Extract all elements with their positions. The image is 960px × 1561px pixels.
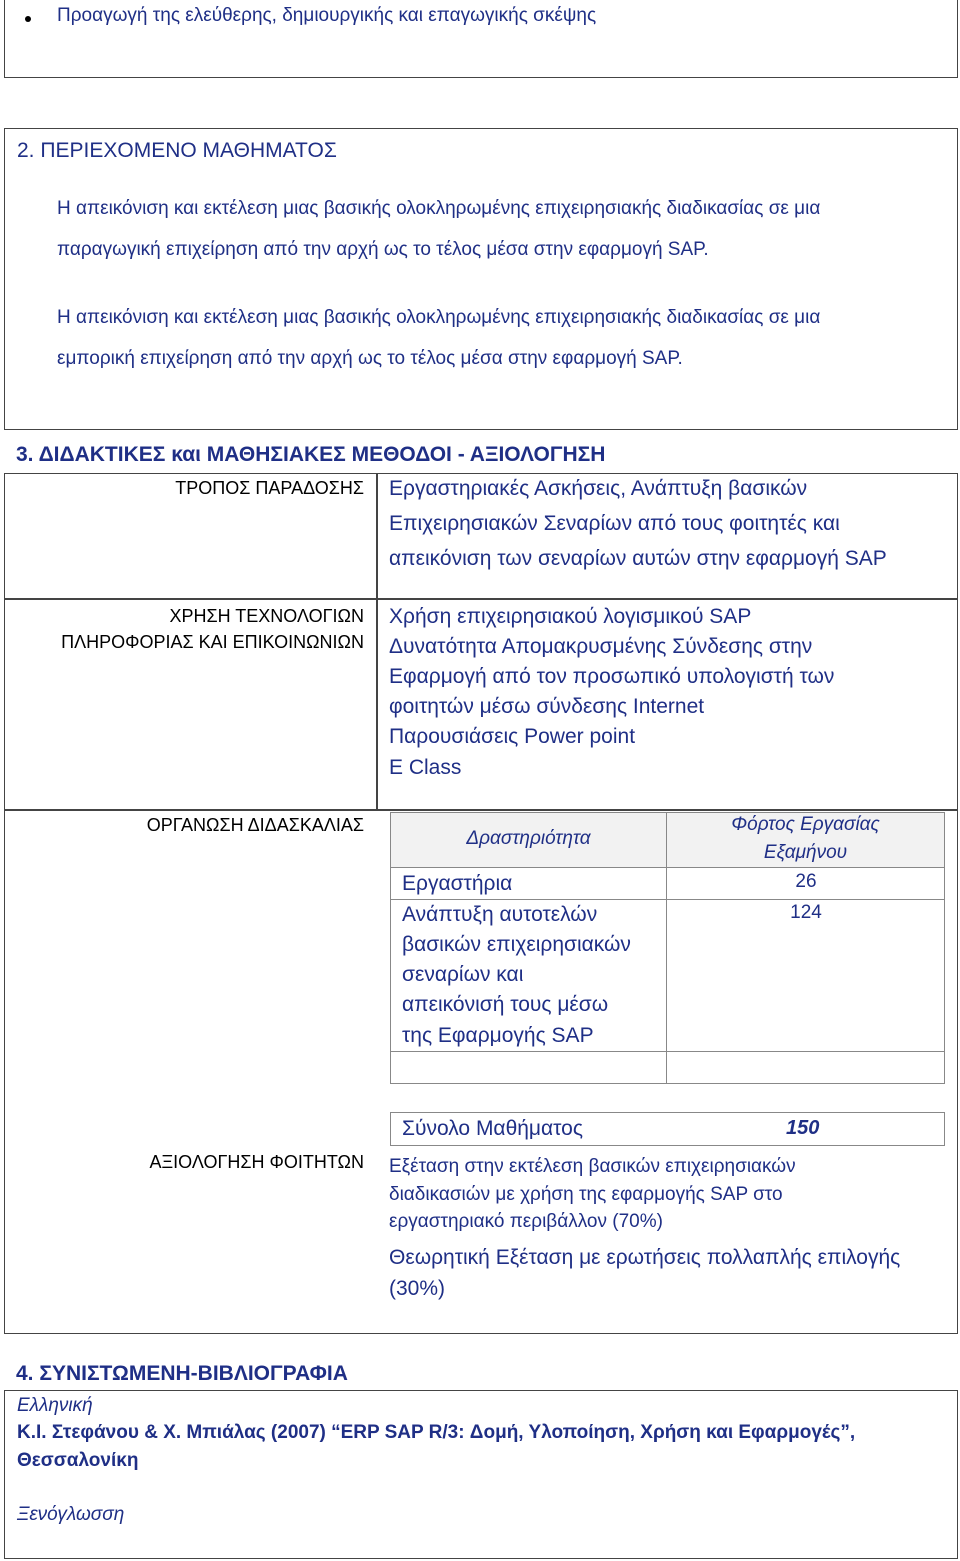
- section-3-heading: 3. ΔΙΔΑΚΤΙΚΕΣ και ΜΑΘΗΣΙΑΚΕΣ ΜΕΘΟΔΟΙ - ΑΞΙΟΛΟΓΗΣΗ: [16, 443, 606, 466]
- ict-line-1: Χρήση επιχειρησιακού λογισμικού SAP: [389, 605, 752, 628]
- delivery-line-2: Επιχειρησιακών Σεναρίων από τους φοιτητές και: [389, 512, 840, 535]
- methods-table-divider: [376, 473, 378, 810]
- assessment-p1-line-2: διαδικασιών με χρήση της εφαρμογής SAP στο: [389, 1184, 783, 1205]
- section-4-heading: 4. ΣΥΝΙΣΤΩΜΕΝΗ-ΒΙΒΛΙΟΓΡΑΦΙΑ: [16, 1362, 348, 1385]
- ict-label-line-2: ΠΛΗΡΟΦΟΡΙΑΣ ΚΑΙ ΕΠΙΚΟΙΝΩΝΙΩΝ: [61, 632, 364, 652]
- row-divider-2: [4, 809, 958, 811]
- workload-empty-activity-cell: [390, 1051, 667, 1084]
- bibliography-foreign-label: Ξενόγλωσση: [17, 1504, 125, 1525]
- assessment-p1-line-3: εργαστηριακό περιβάλλον (70%): [389, 1211, 663, 1232]
- bibliography-reference-line-1: Κ.Ι. Στεφάνου & Χ. Μπιάλας (2007) “ERP SAP R/3: Δομή, Υλοποίηση, Χρήση και Εφαρμογές”,: [17, 1422, 856, 1443]
- delivery-line-3: απεικόνιση των σεναρίων αυτών στην εφαρμογή SAP: [389, 547, 887, 570]
- content-para-1-line-1: Η απεικόνιση και εκτέλεση μιας βασικής ολοκληρωμένης επιχειρησιακής διαδικασίας σε μια: [57, 198, 821, 219]
- workload-total-label: Σύνολο Μαθήματος: [402, 1117, 583, 1140]
- content-para-2-line-2: εμπορική επιχείρηση από την αρχή ως το τέλος μέσα στην εφαρμογή SAP.: [57, 348, 683, 369]
- content-para-2-line-1: Η απεικόνιση και εκτέλεση μιας βασικής ολοκληρωμένης επιχειρησιακής διαδικασίας σε μια: [57, 307, 821, 328]
- ict-line-3: Εφαρμογή από τον προσωπικό υπολογιστή των: [389, 665, 835, 688]
- content-para-1-line-2: παραγωγική επιχείρηση από την αρχή ως το τέλος μέσα στην εφαρμογή SAP.: [57, 239, 709, 260]
- workload-row2-load: 124: [790, 902, 822, 923]
- bullet-icon: [25, 16, 31, 22]
- bibliography-box: [4, 1390, 958, 1559]
- workload-row2-activity-line-1: Ανάπτυξη αυτοτελών: [402, 903, 598, 926]
- workload-row1-activity: Εργαστήρια: [402, 872, 513, 895]
- ict-line-4: φοιτητών μέσω σύνδεσης Internet: [389, 695, 705, 718]
- ict-line-5: Παρουσιάσεις Power point: [389, 725, 636, 748]
- objective-item: Προαγωγή της ελεύθερης, δημιουργικής και επαγωγικής σκέψης: [57, 5, 597, 26]
- workload-header-load-line-1: Φόρτος Εργασίας: [731, 814, 880, 835]
- section-2-heading: 2. ΠΕΡΙΕΧΟΜΕΝΟ ΜΑΘΗΜΑΤΟΣ: [17, 139, 337, 162]
- assessment-p2-line-2: (30%): [389, 1277, 446, 1300]
- delivery-line-1: Εργαστηριακές Ασκήσεις, Ανάπτυξη βασικών: [389, 477, 808, 500]
- delivery-label: ΤΡΟΠΟΣ ΠΑΡΑΔΟΣΗΣ: [175, 478, 364, 498]
- workload-row2-activity-line-3: σεναρίων και: [402, 963, 524, 986]
- objectives-box: [4, 0, 958, 78]
- workload-header-load-line-2: Εξαμήνου: [763, 842, 848, 863]
- organization-label: ΟΡΓΑΝΩΣΗ ΔΙΔΑΣΚΑΛΙΑΣ: [146, 815, 364, 835]
- workload-header-activity-text: Δραστηριότητα: [466, 828, 591, 849]
- workload-row2-activity-line-5: της Εφαρμογής SAP: [402, 1024, 594, 1047]
- row-divider-1: [4, 598, 958, 600]
- course-content-box: [4, 128, 958, 430]
- ict-line-6: E Class: [389, 756, 462, 779]
- workload-row1-load: 26: [795, 871, 817, 892]
- bibliography-greek-label: Ελληνική: [17, 1395, 93, 1416]
- workload-total-value: 150: [786, 1117, 820, 1139]
- workload-row2-activity-line-4: απεικόνισή τους μέσω: [402, 993, 609, 1016]
- workload-empty-load-cell: [666, 1051, 945, 1084]
- workload-row2-activity-line-2: βασικών επιχειρησιακών: [402, 933, 631, 956]
- assessment-label: ΑΞΙΟΛΟΓΗΣΗ ΦΟΙΤΗΤΩΝ: [149, 1152, 364, 1172]
- assessment-p1-line-1: Εξέταση στην εκτέλεση βασικών επιχειρησιακών: [389, 1156, 796, 1177]
- bibliography-reference-line-2: Θεσσαλονίκη: [17, 1450, 139, 1471]
- assessment-p2-line-1: Θεωρητική Εξέταση με ερωτήσεις πολλαπλής επιλογής: [389, 1246, 901, 1269]
- ict-line-2: Δυνατότητα Απομακρυσμένης Σύνδεσης στην: [389, 635, 813, 658]
- ict-label-line-1: ΧΡΗΣΗ ΤΕΧΝΟΛΟΓΙΩΝ: [169, 606, 364, 626]
